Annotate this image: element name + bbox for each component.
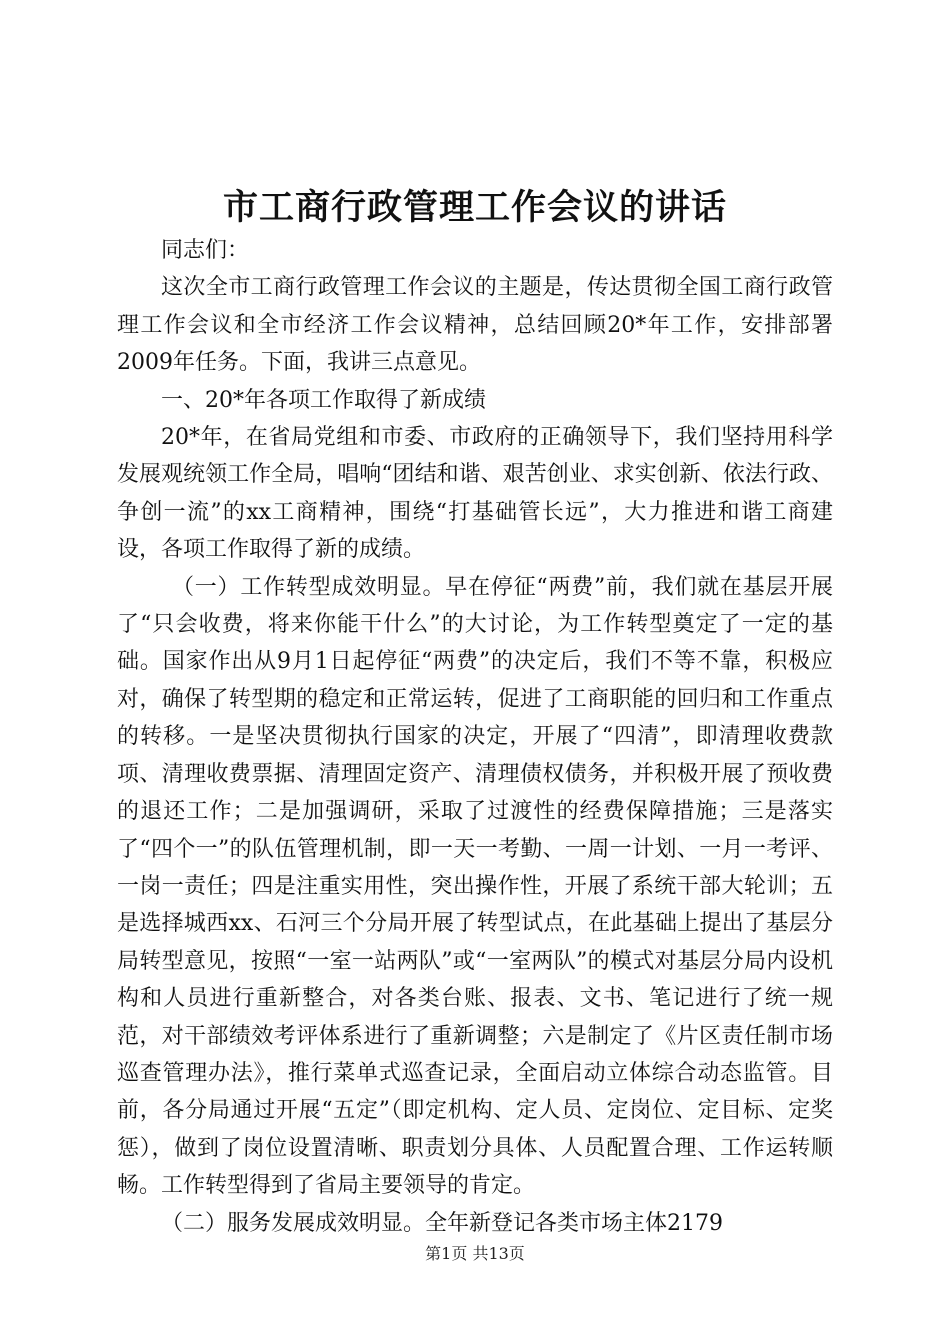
document-title: 市工商行政管理工作会议的讲话	[222, 187, 727, 228]
paragraph-intro: 这次全市工商行政管理工作会议的主题是，传达贯彻全国工商行政管理工作会议和全市经济工作会议精神，总结回顾20*年工作，安排部署2009年任务。下面，我讲三点意见。	[117, 275, 833, 376]
paragraph-service: （二）服务发展成效明显。全年新登记各类市场主体2179	[161, 1210, 723, 1236]
salutation: 同志们：	[161, 238, 250, 263]
document-body	[117, 232, 833, 1242]
paragraph-transformation: （一）工作转型成效明显。早在停征“两费”前，我们就在基层开展了“只会收费，将来你能干什么”的大讨论，为工作转型奠定了一定的基础。国家作出从9月1日起停征“两费”的决定后，我们不等不靠，积极应对，确保了转型期的稳定和正常运转，促进了工商职能的回归和工作重点的转移。一是坚决贯彻执行国家的决定，开展了“四清”，即清理收费款项、清理收费票据、清理固定资产、清理债权债务，并积极开展了预收费的退还工作；二是加强调研，采取了过渡性的经费保障措施；三是落实了“四个一”的队伍管理机制，即一天一考勤、一周一计划、一月一考评、一岗一责任；四是注重实用性，突出操作性，开展了系统干部大轮训；五是选择城西xx、石河三个分局开展了转型试点，在此基础上提出了基层分局转型意见，按照“一室一站两队”或“一室两队”的模式对基层分局内设机构和人员进行重新整合，对各类台账、报表、文书、笔记进行了统一规范，对干部绩效考评体系进行了重新调整；六是制定了《片区责任制市场巡查管理办法》，推行菜单式巡查记录，全面启动立体综合动态监管。目前，各分局通过开展“五定”（即定机构、定人员、定岗位、定目标、定奖惩），做到了岗位设置清晰、职责划分具体、人员配置合理、工作运转顺畅。工作转型得到了省局主要领导的肯定。	[117, 574, 833, 1199]
page-number-footer: 第1页 共13页	[425, 1244, 525, 1263]
section-heading-1: 一、20*年各项工作取得了新成绩	[161, 387, 486, 413]
paragraph-achievements: 20*年，在省局党组和市委、市政府的正确领导下，我们坚持用科学发展观统领工作全局，唱响“团结和谐、艰苦创业、求实创新、依法行政、争创一流”的xx工商精神，围绕“打基础管长远”，大力推进和谐工商建设，各项工作取得了新的成绩。	[117, 425, 833, 563]
